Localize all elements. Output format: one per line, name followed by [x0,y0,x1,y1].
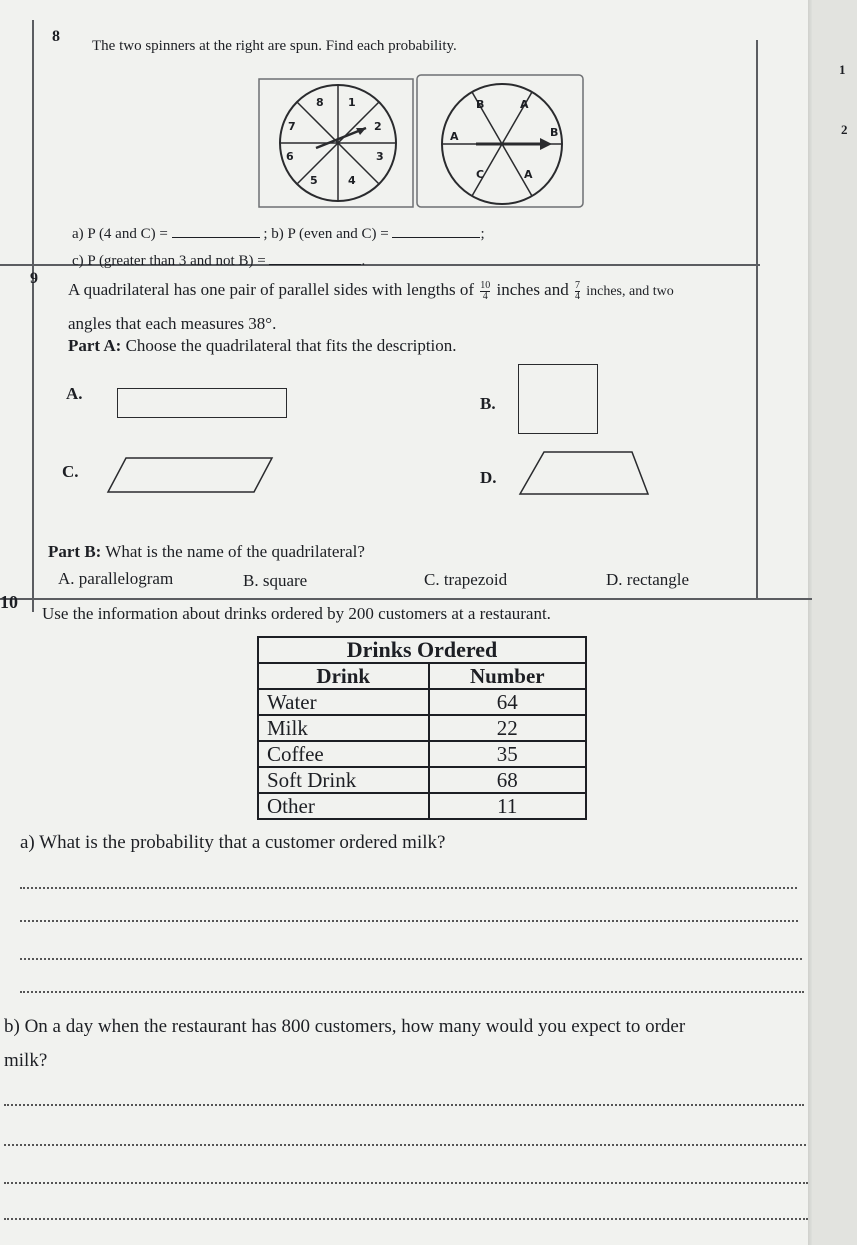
spinner-2-label: A [524,168,533,181]
table-row [258,715,586,741]
table-cell-drink: Water [258,689,429,715]
table-row [258,689,586,715]
spinner-1-label: 5 [310,174,318,187]
spinner-2-label: A [520,98,529,111]
q9-part-b [48,542,365,562]
left-margin-line [32,20,34,612]
shape-c-parallelogram[interactable] [104,454,276,496]
table-cell-number: 35 [429,741,586,767]
frac2-den: 4 [574,290,580,302]
spinner-1-label: 2 [374,120,382,133]
drinks-table [257,636,587,820]
q8-part-b: ; b) P (even and C) = [263,226,389,242]
table-cell-number: 68 [429,767,586,793]
question-10-number: 10 [0,592,18,612]
question-9-prompt [68,280,674,302]
spinner-1-label: 8 [316,96,324,109]
answer-line-b3[interactable] [4,1182,808,1184]
choice-a[interactable]: A. parallelogram [58,569,174,588]
q8-part-c-blank[interactable] [269,250,361,265]
q10-part-a: a) What is the probability that a customer ordered milk? [20,832,446,853]
table-header-drink: Drink [258,663,429,689]
answer-line-a4[interactable] [20,991,804,993]
q8-part-a: a) P (4 and C) = [72,226,168,242]
table-cell-drink: Coffee [258,741,429,767]
question-8-number: 8 [52,28,60,45]
answer-line-b1[interactable] [4,1104,804,1106]
margin-number-1: 1 [839,62,846,77]
q9-part-a-label: Part A: [68,336,122,355]
choice-c[interactable]: C. trapezoid [424,570,508,589]
choice-d[interactable]: D. rectangle [606,570,690,589]
question-8-prompt: The two spinners at the right are spun. Find each probability. [92,38,457,54]
table-cell-number: 11 [429,793,586,819]
shape-b-square[interactable] [518,364,598,434]
divider-q10 [0,598,812,600]
right-margin-line [756,40,758,600]
spinner-2-label: B [476,98,485,111]
table-row [258,793,586,819]
q9-part-a-text: Choose the quadrilateral that fits the description. [125,336,457,355]
q9-part-a [68,336,457,356]
frac1-num: 10 [480,279,491,291]
answer-line-b4[interactable] [4,1218,808,1220]
frac1-den: 4 [482,290,488,302]
table-cell-number: 64 [429,689,586,715]
table-row [258,767,586,793]
q9-prompt-mid: inches and [496,280,569,299]
q8-part-c-end: . [361,253,366,269]
spinner-2 [416,74,584,208]
q9-part-b-text: What is the name of the quadrilateral? [105,542,365,561]
q8-part-c-row [72,250,365,270]
shape-a-label[interactable]: A. [66,384,83,403]
spinner-1-label: 3 [376,150,384,163]
question-10-prompt: Use the information about drinks ordered by 200 customers at a restaurant. [42,604,551,623]
q10-part-b-line1: b) On a day when the restaurant has 800 customers, how many would you expect to order [4,1016,686,1037]
q9-part-b-label: Part B: [48,542,102,561]
frac2-num: 7 [574,279,580,291]
table-cell-drink: Other [258,793,429,819]
spinner-1 [258,78,414,208]
answer-line-a2[interactable] [20,920,798,922]
answer-line-a1[interactable] [20,887,797,889]
spinner-1-label: 1 [348,96,356,109]
shape-d-label[interactable]: D. [480,468,497,487]
shape-b-label[interactable]: B. [480,394,496,413]
table-cell-drink: Soft Drink [258,767,429,793]
q8-part-a-blank[interactable] [172,223,260,238]
q8-part-c: c) P (greater than 3 and not B) = [72,253,266,269]
q8-part-b-end: ; [480,226,485,242]
spinner-2-label: A [450,130,459,143]
table-title: Drinks Ordered [258,637,586,663]
q9-prompt-line2: angles that each measures 38°. [68,314,277,333]
shape-c-label[interactable]: C. [62,462,79,481]
answer-line-b2[interactable] [4,1144,806,1146]
spinner-1-label: 6 [286,150,294,163]
answer-line-a3[interactable] [20,958,802,960]
table-header-number: Number [429,663,586,689]
spinner-2-label: B [550,126,559,139]
shape-d-trapezoid[interactable] [516,448,652,498]
question-9-number: 9 [30,270,38,287]
spinner-1-label: 4 [348,174,356,187]
table-cell-drink: Milk [258,715,429,741]
choice-b[interactable]: B. square [243,571,308,590]
spinner-1-label: 7 [288,120,296,133]
fraction-7-4 [575,281,580,302]
margin-number-2: 2 [841,122,848,137]
q9-prompt-start: A quadrilateral has one pair of parallel sides with lengths of [68,280,474,299]
table-row [258,741,586,767]
table-cell-number: 22 [429,715,586,741]
next-page-edge [812,0,857,1245]
q8-part-a-row [72,223,485,243]
q9-prompt-end: inches, and two [586,284,674,299]
q10-part-b-line2: milk? [4,1050,48,1071]
shape-a-rectangle[interactable] [117,388,287,418]
fraction-10-4 [480,281,490,302]
spinner-2-label: C [476,168,485,181]
q8-part-b-blank[interactable] [392,223,480,238]
